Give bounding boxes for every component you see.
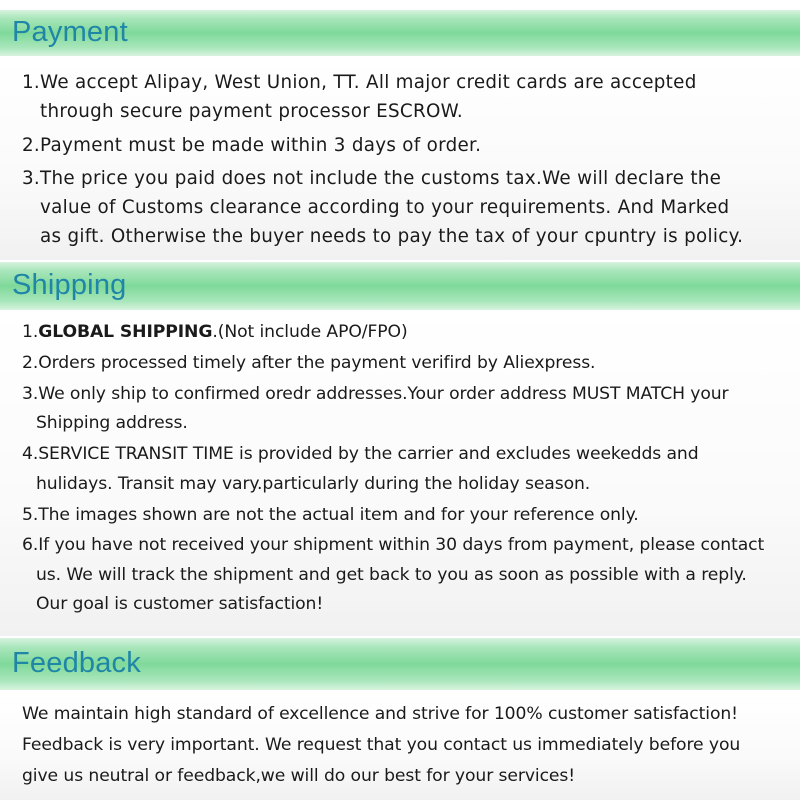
shipping-line-2: 2.Orders processed timely after the payment verifird by Aliexpress. [22,353,596,373]
shipping-line-1-rest: .(Not include APO/FPO) [212,322,408,342]
payment-line-1: 1.We accept Alipay, West Union, TT. All major credit cards are accepted [22,72,697,93]
shipping-line-1-bold: GLOBAL SHIPPING [38,322,213,342]
shipping-section [0,312,800,636]
feedback-header-band [0,638,800,690]
feedback-heading: Feedback [12,647,141,679]
payment-section [0,58,800,260]
shipping-line-4: 4.SERVICE TRANSIT TIME is provided by the carrier and excludes weekedds and [22,444,699,464]
shipping-line-5: 5.The images shown are not the actual item and for your reference only. [22,505,639,525]
shipping-line-1-prefix: 1. [22,322,39,342]
payment-line-3: 3.The price you paid does not include the customs tax.We will declare the [22,168,722,189]
shipping-line-4-cont: hulidays. Transit may vary.particularly during the holiday season. [36,474,591,494]
shipping-line-3: 3.We only ship to confirmed oredr addresses.Your order address MUST MATCH your [22,384,729,404]
shipping-line-3-cont: Shipping address. [36,413,188,433]
shipping-line-6-cont-b: Our goal is customer satisfaction! [36,594,324,614]
shipping-line-6-cont-a: us. We will track the shipment and get back to you as soon as possible with a reply. [36,565,747,585]
feedback-line-3: give us neutral or feedback,we will do our best for your services! [22,766,576,786]
payment-line-3-cont-b: as gift. Otherwise the buyer needs to pay the tax of your cpuntry is policy. [40,226,744,247]
payment-heading: Payment [12,16,128,48]
shipping-heading: Shipping [12,269,127,301]
feedback-section [0,692,800,800]
shipping-line-6: 6.If you have not received your shipment within 30 days from payment, please contact [22,535,765,555]
feedback-line-2: Feedback is very important. We request that you contact us immediately before you [22,735,741,755]
payment-line-1-cont: through secure payment processor ESCROW. [40,101,464,122]
payment-header-band [0,10,800,56]
shipping-line-1 [22,322,408,342]
shipping-header-band [0,262,800,310]
payment-line-2: 2.Payment must be made within 3 days of order. [22,135,482,156]
payment-line-3-cont-a: value of Customs clearance according to your requirements. And Marked [40,197,730,218]
feedback-line-1: We maintain high standard of excellence and strive for 100% customer satisfaction! [22,704,738,724]
